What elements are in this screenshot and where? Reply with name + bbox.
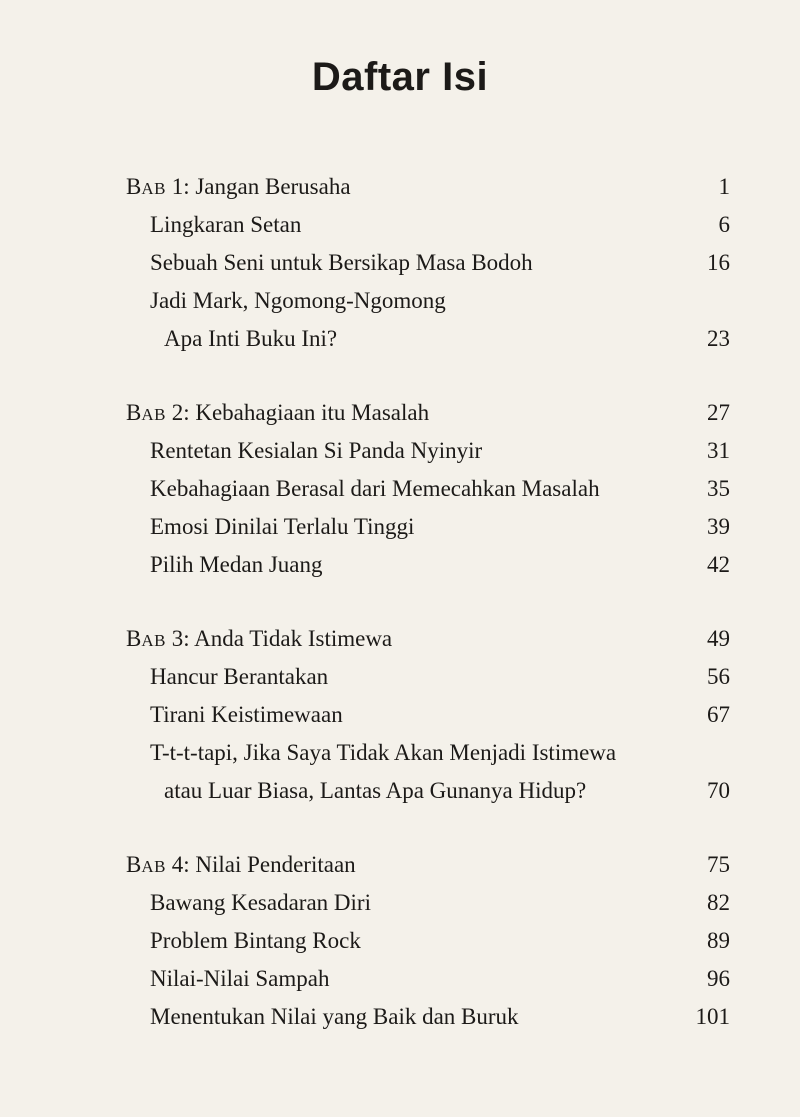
page-number: 56	[707, 664, 730, 689]
entry-title: Pilih Medan Juang	[150, 552, 323, 577]
entry-title: Emosi Dinilai Terlalu Tinggi	[150, 514, 415, 539]
page-number: 16	[707, 250, 730, 275]
toc-entry-continuation[interactable]	[126, 772, 730, 810]
toc-entry[interactable]	[126, 922, 730, 960]
entry-title: Bawang Kesadaran Diri	[150, 890, 371, 915]
entry-title: Lingkaran Setan	[150, 212, 302, 237]
page-number: 89	[707, 928, 730, 953]
chapter-heading[interactable]	[126, 394, 730, 432]
toc-entry[interactable]	[126, 508, 730, 546]
chapter-2	[126, 394, 730, 584]
page-number: 6	[718, 212, 730, 237]
chapter-heading[interactable]	[126, 620, 730, 658]
page-number: 23	[707, 326, 730, 351]
chapter-prefix-cap: B	[126, 626, 142, 651]
chapter-prefix-cap: B	[126, 174, 142, 199]
chapter-prefix-cap: B	[126, 400, 142, 425]
page-title: Daftar Isi	[311, 54, 489, 99]
entry-title: Nilai-Nilai Sampah	[150, 966, 330, 991]
entry-title: Sebuah Seni untuk Bersikap Masa Bodoh	[150, 250, 533, 275]
chapter-prefix-smallcaps: AB	[141, 631, 166, 650]
entry-title: Problem Bintang Rock	[150, 928, 361, 953]
entry-title: Rentetan Kesialan Si Panda Nyinyir	[150, 438, 483, 463]
toc-entry[interactable]	[126, 206, 730, 244]
toc-entry[interactable]	[126, 470, 730, 508]
entry-title: T-t-t-tapi, Jika Saya Tidak Akan Menjadi Istimewa	[150, 740, 617, 765]
page-number: 31	[707, 438, 730, 463]
page-number: 39	[707, 514, 730, 539]
page-number: 82	[707, 890, 730, 915]
chapter-title: 4: Nilai Penderitaan	[165, 852, 356, 877]
page-number: 67	[707, 702, 730, 727]
table-of-contents	[126, 168, 730, 1072]
toc-entry[interactable]	[126, 282, 730, 320]
page-number: 49	[707, 626, 730, 651]
chapter-4	[126, 846, 730, 1036]
toc-entry[interactable]	[126, 432, 730, 470]
entry-title: Apa Inti Buku Ini?	[164, 326, 338, 351]
chapter-prefix-cap: B	[126, 852, 142, 877]
chapter-title: 3: Anda Tidak Istimewa	[165, 626, 393, 651]
toc-entry[interactable]	[126, 658, 730, 696]
page-number: 96	[707, 966, 730, 991]
page-number: 75	[707, 852, 730, 877]
page-number: 101	[695, 1004, 730, 1029]
page-number: 27	[707, 400, 730, 425]
chapter-heading[interactable]	[126, 846, 730, 884]
chapter-prefix-smallcaps: AB	[141, 857, 166, 876]
chapter-prefix-smallcaps: AB	[141, 179, 166, 198]
page-number: 1	[718, 174, 730, 199]
page-number: 35	[707, 476, 730, 501]
chapter-title: 1: Jangan Berusaha	[165, 174, 351, 199]
entry-title: atau Luar Biasa, Lantas Apa Gunanya Hidup?	[164, 778, 587, 803]
toc-entry[interactable]	[126, 884, 730, 922]
page-number: 42	[707, 552, 730, 577]
entry-title: Tirani Keistimewaan	[150, 702, 343, 727]
entry-title: Jadi Mark, Ngomong-Ngomong	[150, 288, 446, 313]
toc-entry[interactable]	[126, 960, 730, 998]
chapter-prefix-smallcaps: AB	[141, 405, 166, 424]
chapter-3	[126, 620, 730, 810]
toc-entry[interactable]	[126, 546, 730, 584]
chapter-1	[126, 168, 730, 358]
toc-entry-continuation[interactable]	[126, 320, 730, 358]
page-number: 70	[707, 778, 730, 803]
entry-title: Kebahagiaan Berasal dari Memecahkan Masalah	[150, 476, 600, 501]
toc-entry[interactable]	[126, 734, 730, 772]
toc-entry[interactable]	[126, 696, 730, 734]
entry-title: Hancur Berantakan	[150, 664, 329, 689]
chapter-heading[interactable]	[126, 168, 730, 206]
toc-entry[interactable]	[126, 998, 730, 1036]
entry-title: Menentukan Nilai yang Baik dan Buruk	[150, 1004, 519, 1029]
toc-entry[interactable]	[126, 244, 730, 282]
chapter-title: 2: Kebahagiaan itu Masalah	[165, 400, 430, 425]
